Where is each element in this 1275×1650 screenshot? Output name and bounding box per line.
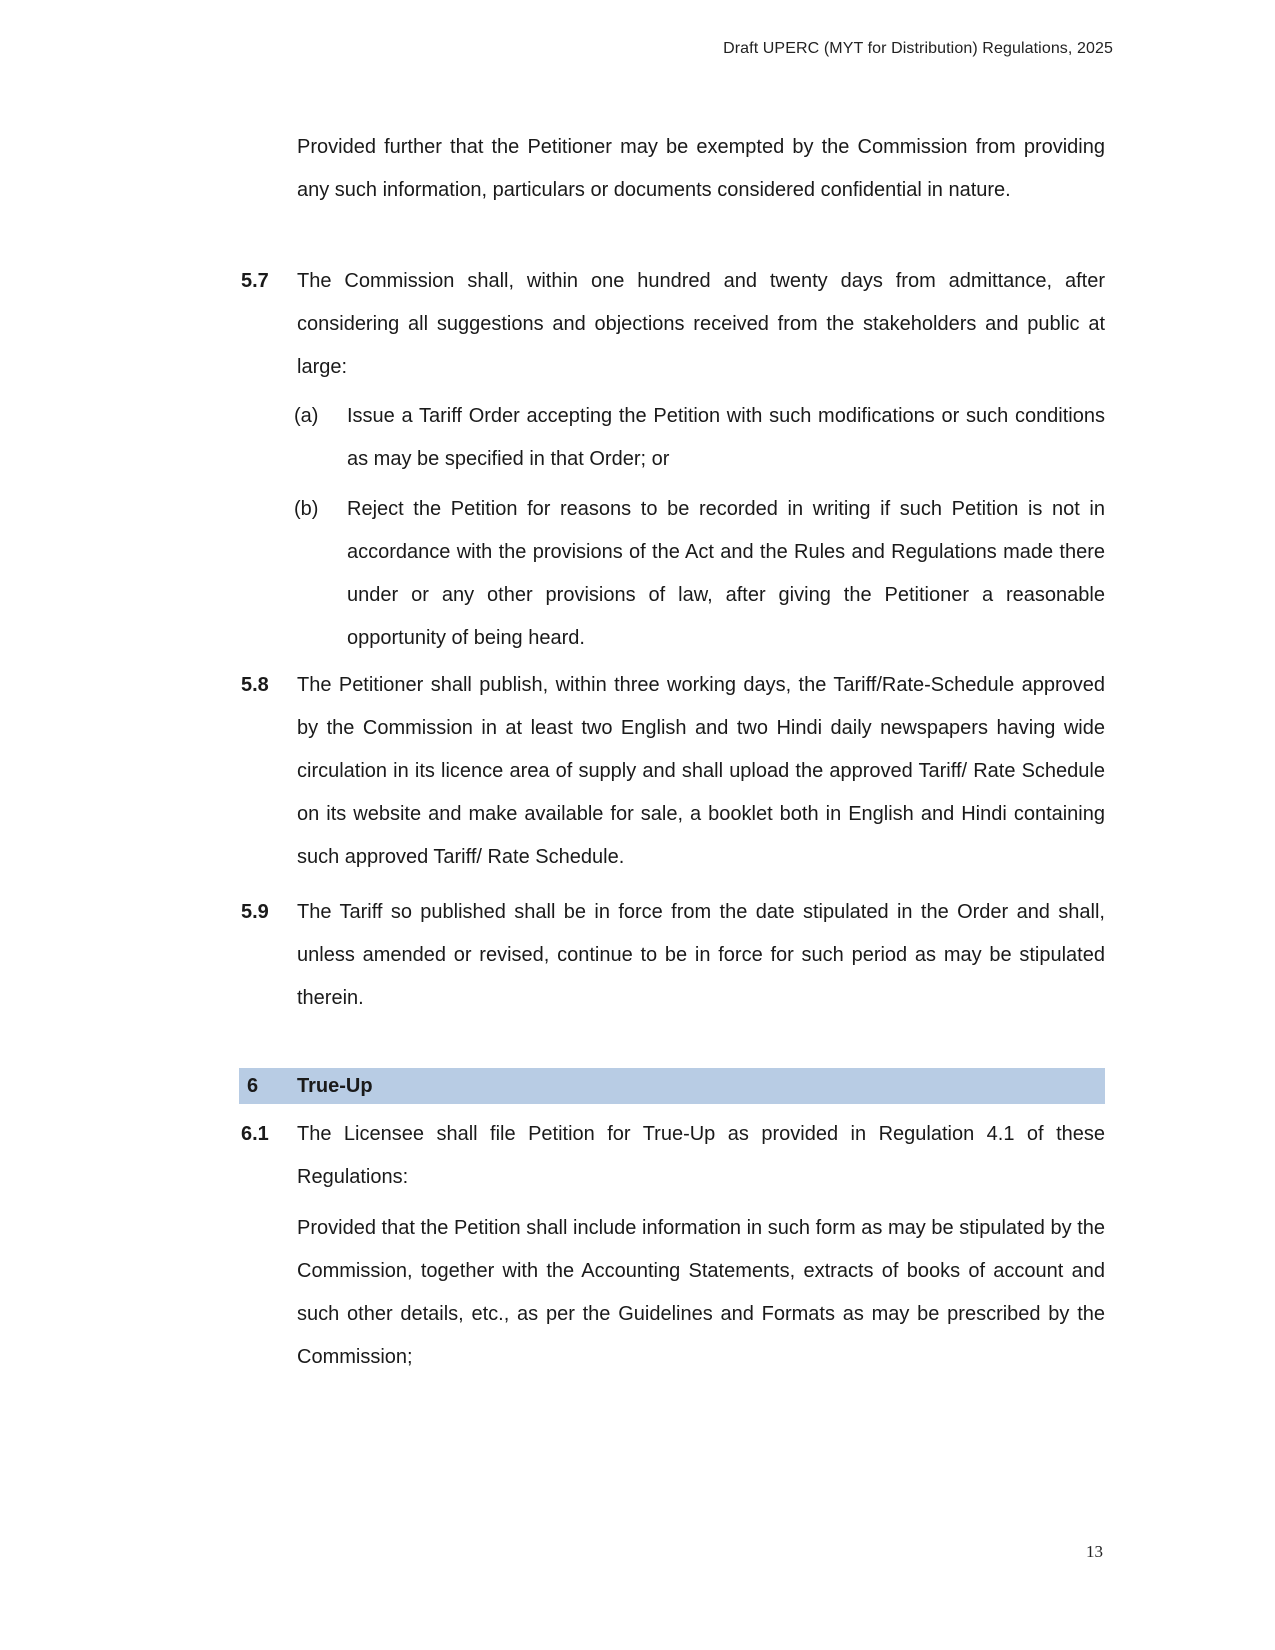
clause-number-5-9: 5.9	[241, 901, 269, 923]
page-number: 13	[1086, 1542, 1103, 1561]
clause-text-5-9: The Tariff so published shall be in force from the date stipulated in the Order and shall, unless amended or revised, continue to be in force for such period as may be stipulated therein.	[297, 901, 1105, 1009]
section-title: True-Up	[297, 1075, 373, 1097]
clause-6-1-proviso: Provided that the Petition shall include information in such form as may be stipulated by the Commission, together with the Accounting Statements, extracts of books of account and such other details, etc., as per the Guidelines and Formats as may be prescribed by the Commission;	[297, 1217, 1105, 1368]
clause-number-5-8: 5.8	[241, 674, 269, 696]
clause-text-5-7: The Commission shall, within one hundred and twenty days from admittance, after considering all suggestions and objections received from the stakeholders and public at large:	[297, 270, 1105, 378]
section-heading-6	[239, 1068, 1105, 1104]
item-text-a: Issue a Tariff Order accepting the Petition with such modifications or such conditions as may be specified in that Order; or	[347, 405, 1105, 470]
item-text-b: Reject the Petition for reasons to be recorded in writing if such Petition is not in accordance with the provisions of the Act and the Rules and Regulations made there under or any other provisions of law, after giving the Petitioner a reasonable opportunity of being heard.	[347, 498, 1105, 649]
running-header: Draft UPERC (MYT for Distribution) Regulations, 2025	[723, 40, 1113, 57]
clause-number-5-7: 5.7	[241, 270, 269, 292]
clause-number-6-1: 6.1	[241, 1123, 269, 1145]
clause-text-5-8: The Petitioner shall publish, within three working days, the Tariff/Rate-Schedule approved by the Commission in at least two English and two Hindi daily newspapers having wide circulation in its licence area of supply and shall upload the approved Tariff/ Rate Schedule on its website and make available for sale, a booklet both in English and Hindi containing such approved Tariff/ Rate Schedule.	[297, 674, 1105, 868]
item-label-a: (a)	[294, 405, 319, 427]
section-number: 6	[247, 1075, 259, 1097]
proviso-confidential: Provided further that the Petitioner may be exempted by the Commission from providing any such information, particulars or documents considered confidential in nature.	[297, 136, 1105, 201]
clause-text-6-1: The Licensee shall file Petition for True-Up as provided in Regulation 4.1 of these Regulations:	[297, 1123, 1105, 1188]
item-label-b: (b)	[294, 498, 319, 520]
